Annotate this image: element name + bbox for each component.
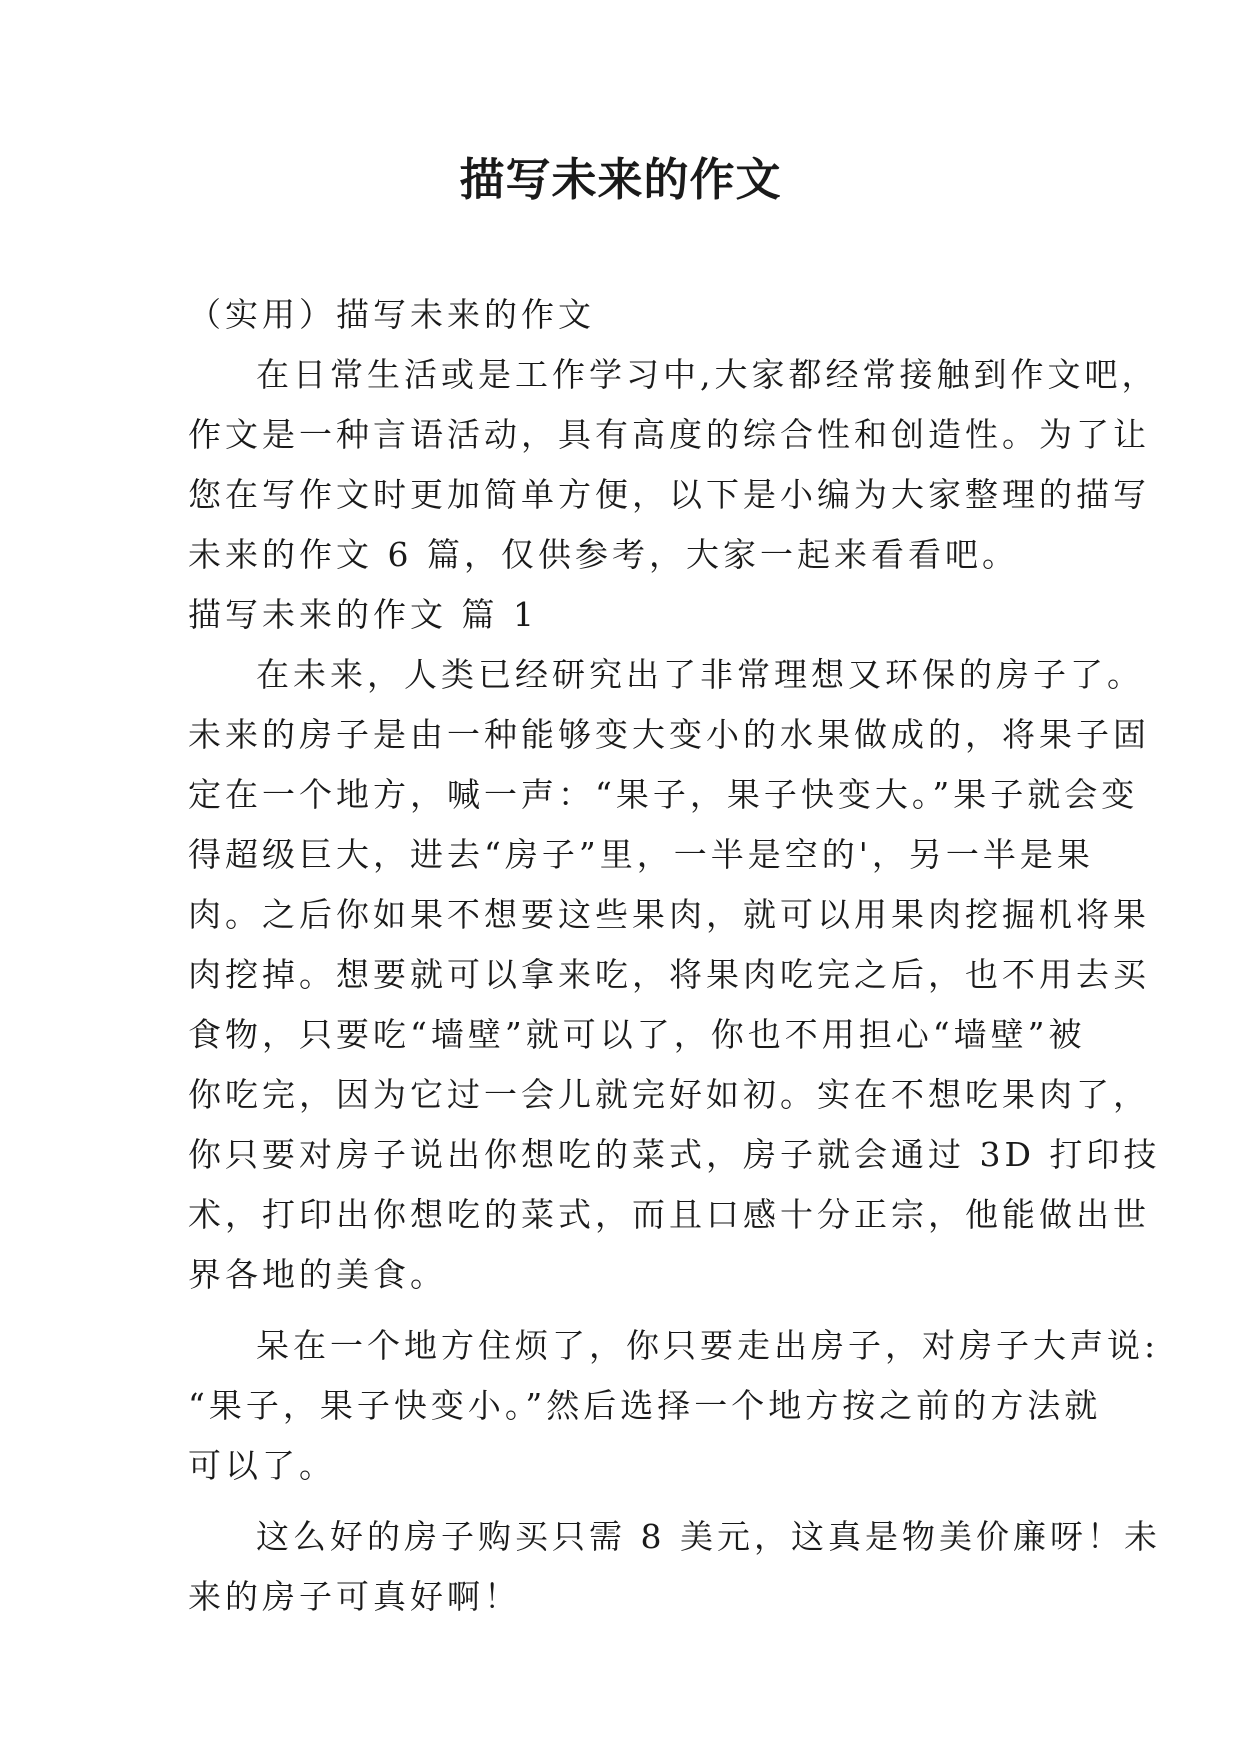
text-line: 肉挖掉。想要就可以拿来吃，将果肉吃完之后，也不用去买 (188, 955, 1150, 994)
text-line: 界各地的美食。 (188, 1255, 447, 1294)
text-line: 这么好的房子购买只需 8 美元，这真是物美价廉呀！未 (256, 1517, 1161, 1556)
text-line: 描写未来的作文 篇 1 (188, 595, 538, 634)
text-line: 你吃完，因为它过一会儿就完好如初。实在不想吃果肉了， (188, 1075, 1150, 1114)
text-line: 在日常生活或是工作学习中,大家都经常接触到作文吧， (256, 355, 1159, 394)
text-line: 未来的房子是由一种能够变大变小的水果做成的，将果子固 (188, 715, 1150, 754)
text-line: 肉。之后你如果不想要这些果肉，就可以用果肉挖掘机将果 (188, 895, 1150, 934)
text-line: 来的房子可真好啊！ (188, 1577, 521, 1616)
document-body (188, 285, 1161, 1627)
text-line: 术，打印出你想吃的菜式，而且口感十分正宗，他能做出世 (188, 1195, 1150, 1234)
text-line: 作文是一种言语活动，具有高度的综合性和创造性。为了让 (188, 415, 1150, 454)
text-line: 您在写作文时更加简单方便，以下是小编为大家整理的描写 (188, 475, 1150, 514)
text-line: “果子，果子快变小。”然后选择一个地方按之前的方法就 (188, 1386, 1102, 1425)
text-line: 定在一个地方，喊一声：“果子，果子快变大。”果子就会变 (188, 775, 1139, 814)
text-line: 食物，只要吃“墙壁”就可以了，你也不用担心“墙壁”被 (188, 1015, 1086, 1054)
text-line: 得超级巨大，进去“房子”里，一半是空的'，另一半是果 (188, 835, 1094, 874)
text-line: （实用）描写未来的作文 (188, 295, 595, 334)
text-line: 未来的作文 6 篇，仅供参考，大家一起来看看吧。 (188, 535, 1019, 574)
document-title: 描写未来的作文 (459, 153, 782, 206)
text-line: 可以了。 (188, 1446, 336, 1485)
text-line: 你只要对房子说出你想吃的菜式，房子就会通过 3D 打印技 (188, 1135, 1161, 1174)
text-line: 在未来，人类已经研究出了非常理想又环保的房子了。 (256, 655, 1144, 694)
text-line: 呆在一个地方住烦了，你只要走出房子，对房子大声说: (256, 1326, 1160, 1365)
